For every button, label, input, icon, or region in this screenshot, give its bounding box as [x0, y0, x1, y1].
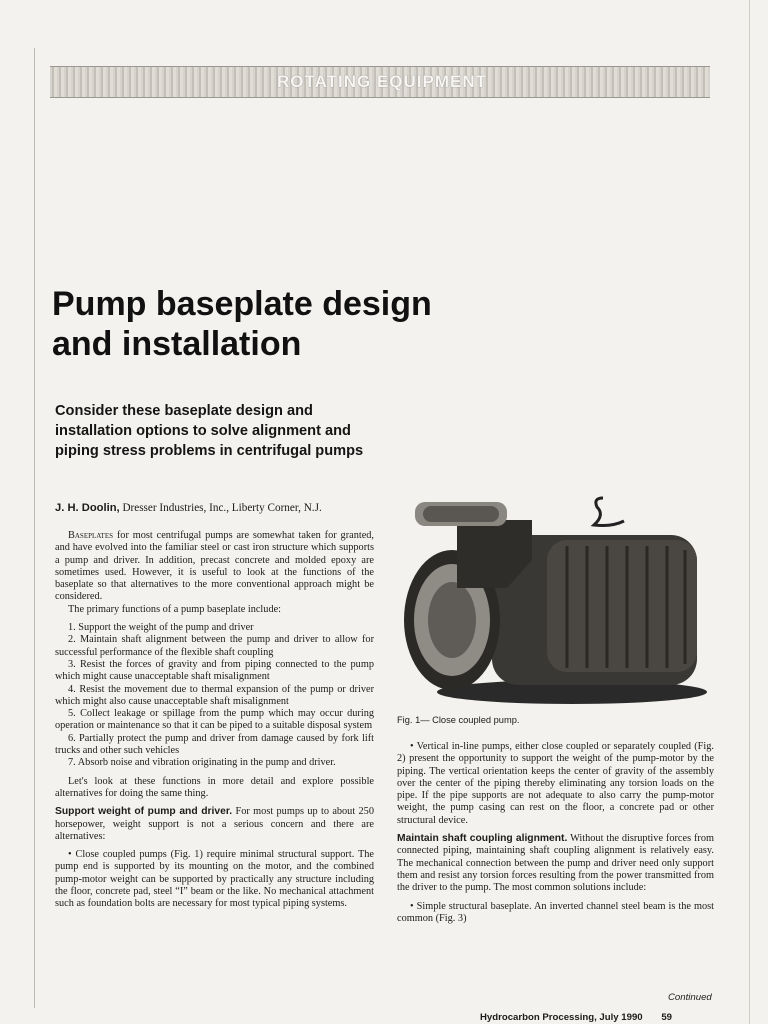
section-paragraph [397, 833, 714, 894]
paragraph [55, 530, 374, 604]
drop-lead: Baseplates [68, 530, 113, 541]
paragraph: Let's look at these functions in more detail and explore possible alternatives for doing the same thing. [55, 775, 374, 799]
section-heading: Support weight of pump and driver. [55, 806, 233, 818]
paragraph-text: for most centrifugal pumps are somewhat taken for granted, and have evolved into the familiar steel or cast iron structure which supports a pump and driver. In addition, precast concrete and molded epoxy are sometimes used. However, it is useful to look at the functions of the baseplate so that alternatives to the more conventional approach might be considered. [55, 530, 374, 603]
bullet-item: • Close coupled pumps (Fig. 1) require minimal structural support. The pump end is supported by its mounting on the motor, and the combined pump-motor weight can be supported by practically any structure including the floor, concrete pad, steel “I” beam or the like. No mechanical attachment such as foundation bolts are necessary for most typical piping systems. [55, 849, 374, 910]
section-paragraph [55, 806, 374, 843]
column-right-bottom [397, 741, 714, 925]
page-edge-left [34, 48, 35, 1008]
author-affiliation: Dresser Industries, Inc., Liberty Corner, N.J. [122, 502, 322, 514]
list-item: 3. Resist the forces of gravity and from piping connected to the pump which might cause unacceptable shaft misalignment [55, 658, 374, 683]
list-item: 1. Support the weight of the pump and driver [68, 622, 254, 634]
bullet-item: • Vertical in-line pumps, either close coupled or separately coupled (Fig. 2) present the opportunity to support the weight of the pump-motor by the piping. The vertical orientation keeps the center of gravity of the assembly over the center of the piping thereby eliminating any torsion loads on the pipe. If the pipe supports are not adequate to also carry the pump-motor weight, the pump casing can rest on the floor, a concrete pad or other structural device. [397, 741, 714, 826]
author-name: J. H. Doolin, [55, 502, 120, 514]
list-item: 5. Collect leakage or spillage from the pump which may occur during operation or maintenance so that it can be piped to a suitable disposal system [55, 708, 374, 732]
bullet-item: • Simple structural baseplate. An inverted channel steel beam is the most common (Fig. 3) [397, 900, 714, 924]
figure-caption: Fig. 1— Close coupled pump. [397, 715, 520, 725]
page-number: 59 [661, 1012, 672, 1023]
list-item: 2. Maintain shaft alignment between the pump and driver to allow for successful performance of the flexible shaft coupling [55, 634, 374, 658]
list-item: 7. Absorb noise and vibration originating in the pump and driver. [68, 757, 336, 769]
byline [55, 502, 385, 514]
page-footer [480, 1012, 672, 1023]
title-line-2: and installation [52, 325, 302, 364]
title-line-1: Pump baseplate design [52, 285, 432, 323]
paragraph: The primary functions of a pump baseplate include: [68, 603, 282, 615]
column-left [55, 530, 374, 911]
continued-label: Continued [668, 992, 712, 1003]
page-edge-right [749, 0, 750, 1024]
section-banner-label: ROTATING EQUIPMENT [276, 72, 488, 91]
journal-name: Hydrocarbon Processing, July 1990 [480, 1012, 643, 1023]
paragraph-text: Without the disruptive forces from connected piping, maintaining shaft coupling alignment is relatively easy. The mechanical connection between the pump and driver need only support them and resist any torsion forces resulting from the power transmitted from the driver to the pump. The most common solutions include: [397, 833, 715, 894]
article-title [52, 284, 612, 364]
list-item: 4. Resist the movement due to thermal expansion of the pump or driver which might also cause unacceptable shaft misalignment [55, 683, 374, 707]
article-subtitle: Consider these baseplate design and installation options to solve alignment and piping stress problems in centrifugal pumps [55, 403, 364, 459]
list-item: 6. Partially protect the pump and driver from damage caused by fork lift trucks and other such vehicles [55, 732, 374, 757]
close-coupled-pump-photo [397, 480, 717, 710]
section-heading: Maintain shaft coupling alignment. [397, 833, 568, 845]
paragraph-text: For most pumps up to about 250 horsepower, weight support is not a serious concern and there are alternatives: [55, 806, 374, 842]
